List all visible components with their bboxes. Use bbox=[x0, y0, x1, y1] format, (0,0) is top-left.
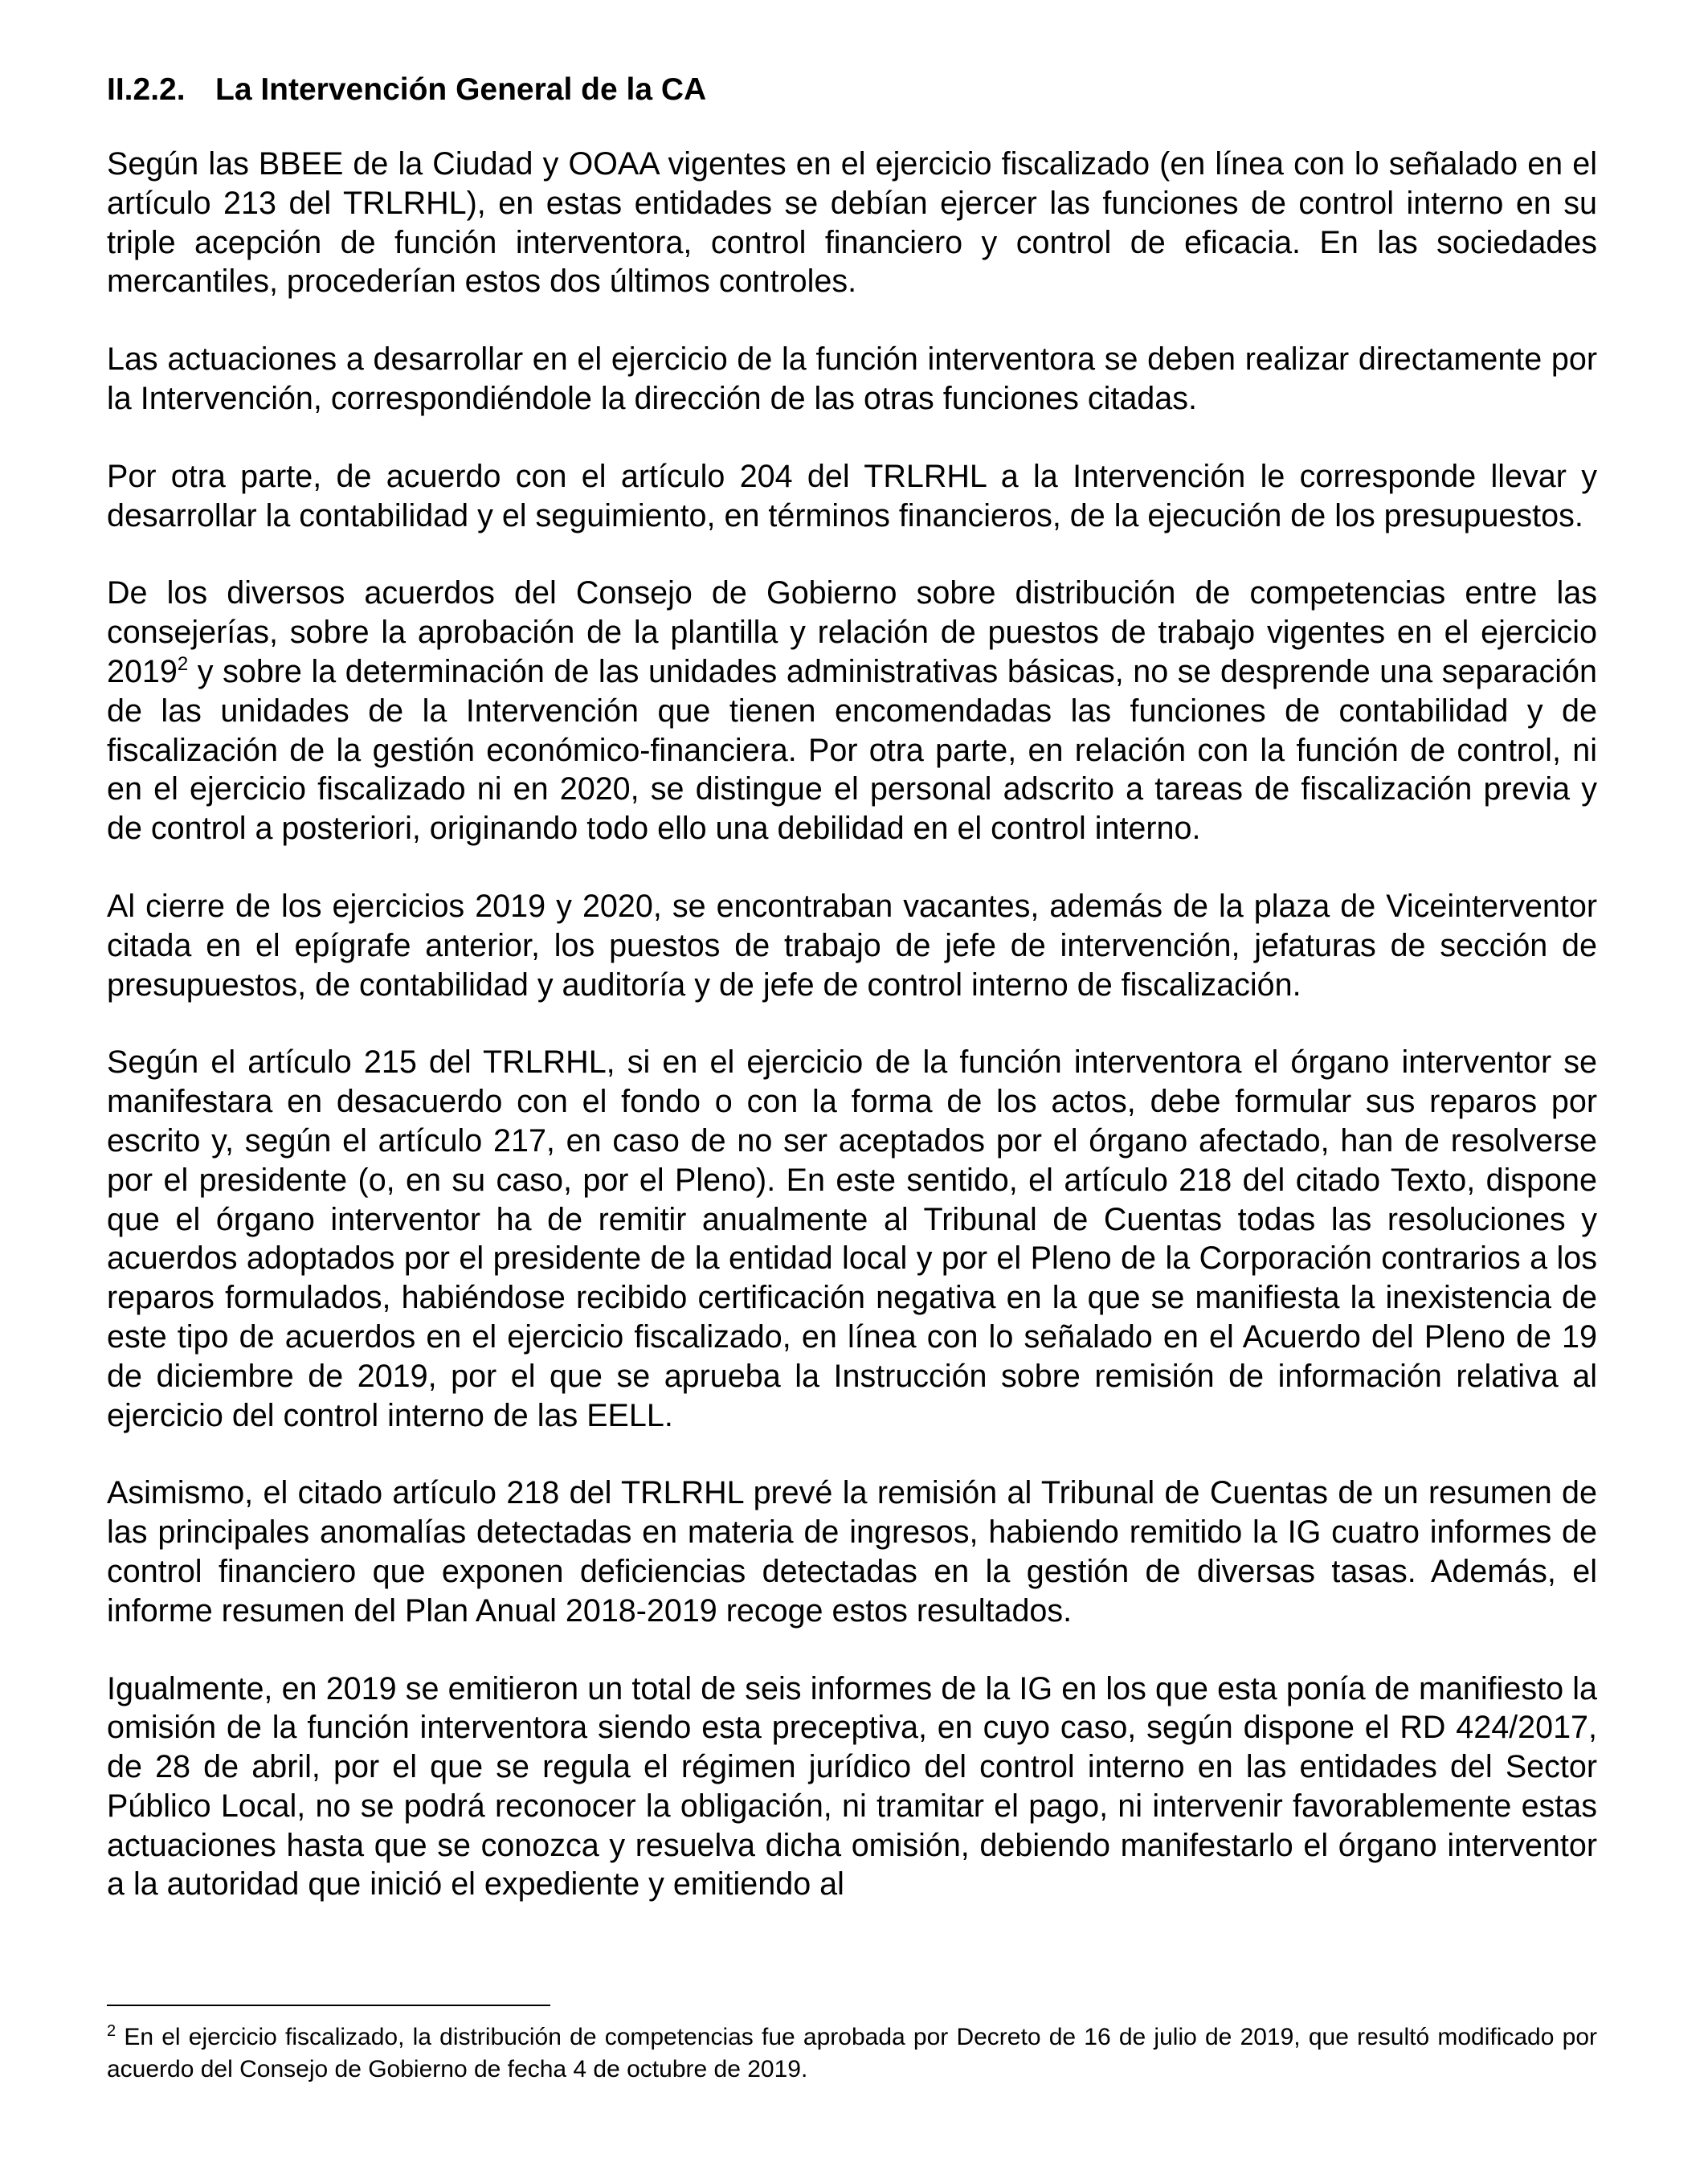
paragraph-acuerdos-consejo bbox=[107, 574, 1597, 848]
section-number: II.2.2. bbox=[107, 72, 186, 107]
footnote-divider bbox=[107, 2005, 550, 2006]
paragraph-contabilidad: Por otra parte, de acuerdo con el artículo 204 del TRLRHL a la Intervención le corresponde llevar y desarrollar la contabilidad y el seguimiento, en términos financieros, de la ejecución de los presupuestos. bbox=[107, 458, 1597, 533]
paragraph-control-interno: Según las BBEE de la Ciudad y OOAA vigentes en el ejercicio fiscalizado (en línea con lo señalado en el artículo 213 del TRLRHL), en estas entidades se debían ejercer las funciones de control interno en su triple acepción de función interventora, control financiero y control de eficacia. En las sociedades mercantiles, procederían estos dos últimos controles. bbox=[107, 146, 1597, 300]
paragraph-anomalias-ingresos: Asimismo, el citado artículo 218 del TRLRHL prevé la remisión al Tribunal de Cuentas de un resumen de las principales anomalías detectadas en materia de ingresos, habiendo remitido la IG cuatro informes de control financiero que exponen deficiencias detectadas en la gestión de diversas tasas. Además, el informe resumen del Plan Anual 2018-2019 recoge estos resultados. bbox=[107, 1475, 1597, 1629]
paragraph-actuaciones: Las actuaciones a desarrollar en el ejercicio de la función interventora se deben realizar directamente por la Intervención, correspondiéndole la dirección de las otras funciones citadas. bbox=[107, 341, 1597, 416]
document-body bbox=[107, 71, 1597, 1943]
paragraph-text-before-note: De los diversos acuerdos del Consejo de Gobierno sobre distribución de competencias entre las consejerías, sobre la aprobación de la plantilla y relación de puestos de trabajo vigentes en el ejercicio 2019 bbox=[107, 575, 1597, 689]
section-title: La Intervención General de la CA bbox=[215, 72, 707, 107]
footnote-text: En el ejercicio fiscalizado, la distribución de competencias fue aprobada por Decreto de 16 de julio de 2019, que resultó modificado por acuerdo del Consejo de Gobierno de fecha 4 de octubre de 2019. bbox=[107, 2024, 1597, 2082]
footnote bbox=[107, 2021, 1597, 2086]
section-heading bbox=[107, 71, 1597, 109]
paragraph-vacantes: Al cierre de los ejercicios 2019 y 2020, se encontraban vacantes, además de la plaza de Viceinterventor citada en el epígrafe anterior, los puestos de trabajo de jefe de intervención, jefaturas de sección de presupuestos, de contabilidad y auditoría y de jefe de control interno de fiscalización. bbox=[107, 888, 1597, 1003]
paragraph-reparos: Según el artículo 215 del TRLRHL, si en el ejercicio de la función interventora el órgano interventor se manifestara en desacuerdo con el fondo o con la forma de los actos, debe formular sus reparos por escrito y, según el artículo 217, en caso de no ser aceptados por el órgano afectado, han de resolverse por el presidente (o, en su caso, por el Pleno). En este sentido, el artículo 218 del citado Texto, dispone que el órgano interventor ha de remitir anualmente al Tribunal de Cuentas todas las resoluciones y acuerdos adoptados por el presidente de la entidad local y por el Pleno de la Corporación contrarios a los reparos formulados, habiéndose recibido certificación negativa en la que se manifiesta la inexistencia de este tipo de acuerdos en el ejercicio fiscalizado, en línea con lo señalado en el Acuerdo del Pleno de 19 de diciembre de 2019, por el que se aprueba la Instrucción sobre remisión de información relativa al ejercicio del control interno de las EELL. bbox=[107, 1044, 1597, 1433]
paragraph-text-after-note: y sobre la determinación de las unidades administrativas básicas, no se desprende una separación de las unidades de la Intervención que tienen encomendadas las funciones de contabilidad y de fiscalización de la gestión económico-financiera. Por otra parte, en relación con la función de control, ni en el ejercicio fiscalizado ni en 2020, se distingue el personal adscrito a tareas de fiscalización previa y de control a posteriori, originando todo ello una debilidad en el control interno. bbox=[107, 653, 1597, 847]
paragraph-omision-funcion: Igualmente, en 2019 se emitieron un total de seis informes de la IG en los que esta ponía de manifiesto la omisión de la función interventora siendo esta preceptiva, en cuyo caso, según dispone el RD 424/2017, de 28 de abril, por el que se regula el régimen jurídico del control interno en las entidades del Sector Público Local, no se podrá reconocer la obligación, ni tramitar el pago, ni intervenir favorablemente estas actuaciones hasta que se conozca y resuelva dicha omisión, debiendo manifestarlo el órgano interventor a la autoridad que inició el expediente y emitiendo al bbox=[107, 1670, 1597, 1903]
footnote-reference: 2 bbox=[177, 652, 189, 675]
footnote-number: 2 bbox=[107, 2022, 116, 2040]
